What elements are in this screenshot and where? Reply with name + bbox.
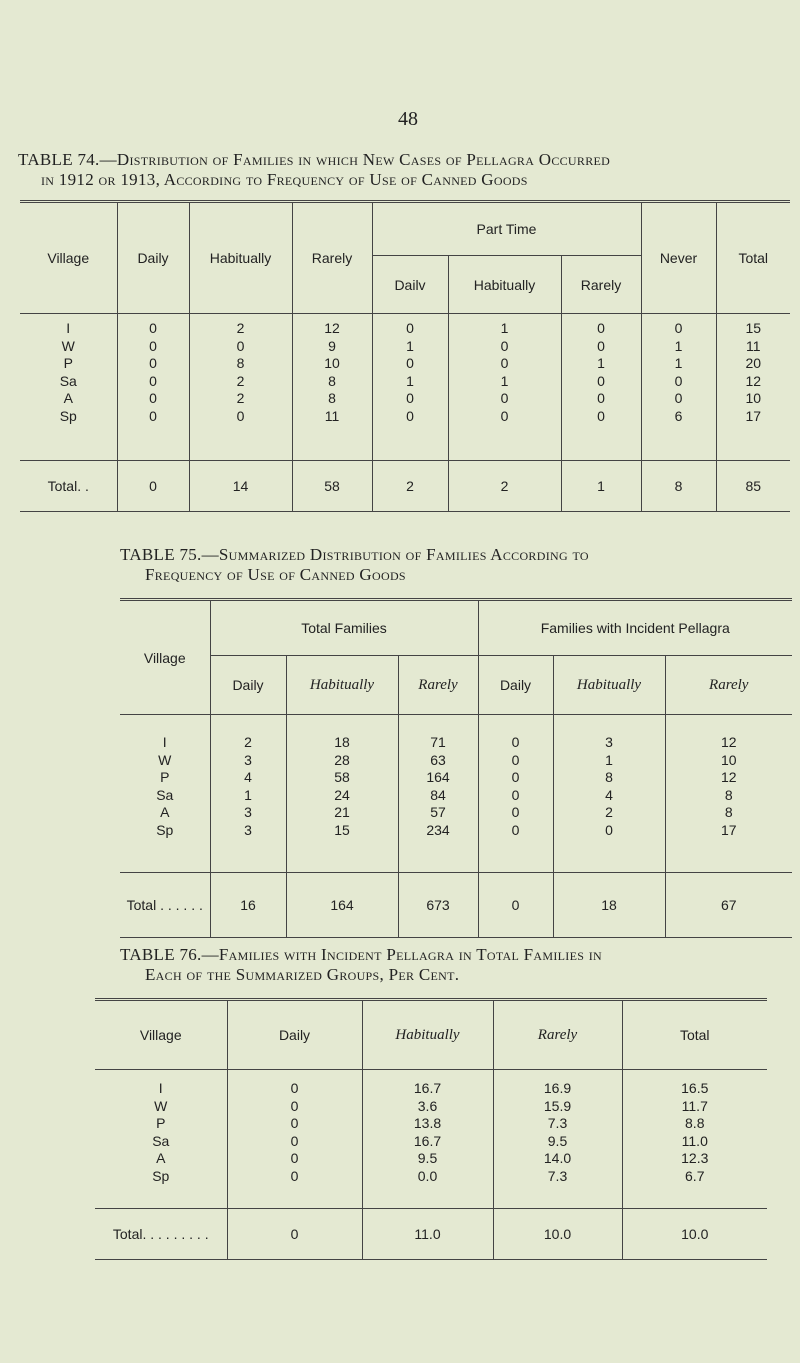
table-cell: 0 [674, 390, 683, 406]
column-cell [372, 314, 448, 461]
table-cell: 0 [149, 337, 157, 354]
village-label: W [154, 1097, 168, 1114]
table-cell: 3.6 [417, 1097, 438, 1114]
column-cell [716, 314, 790, 461]
table-cell: 6.7 [685, 1167, 705, 1184]
table-cell: 0 [511, 734, 520, 750]
table-cell: 1 [674, 337, 683, 354]
table-cell: 0 [511, 769, 520, 785]
village-label: I [66, 320, 71, 336]
table-cell: 12 [720, 734, 737, 750]
table-cell: 10 [745, 390, 762, 406]
column-cell [189, 314, 292, 461]
table-75-title-line1: —Summarized Distribution of Families According to [201, 545, 589, 564]
table-cell: 0 [597, 337, 605, 354]
table-74-title [18, 150, 798, 190]
village-label: P [63, 355, 73, 371]
total-cell: 2 [372, 461, 448, 512]
village-label: I [162, 734, 167, 750]
village-label: P [160, 769, 170, 785]
table-cell: 8 [328, 390, 336, 406]
total-label: Total. . . . . . . . . [95, 1209, 227, 1260]
table-75 [120, 598, 792, 938]
table-cell: 10 [720, 751, 737, 768]
table-cell: 0 [290, 1097, 299, 1114]
table-cell: 0 [236, 407, 245, 424]
village-column [95, 1070, 227, 1209]
table-76 [95, 998, 767, 1260]
header-part-time: Part Time [372, 202, 641, 256]
total-cell: 0 [117, 461, 189, 512]
header-habitually: Habitually [362, 1000, 493, 1070]
column-cell [292, 314, 372, 461]
table-cell: 57 [430, 804, 446, 820]
table-cell: 84 [430, 786, 446, 803]
total-cell: 8 [641, 461, 716, 512]
table-cell: 0 [500, 407, 509, 424]
table-cell: 0 [149, 320, 157, 336]
table-74 [20, 200, 790, 512]
column-cell [117, 314, 189, 461]
table-cell: 58 [334, 769, 350, 785]
table-cell: 9.5 [417, 1150, 438, 1166]
header-total: Total [716, 202, 790, 314]
village-label: Sa [156, 786, 174, 803]
table-cell: 2 [244, 734, 252, 750]
table-cell: 8.8 [685, 1115, 705, 1131]
page-number: 48 [398, 108, 418, 130]
table-cell: 14.0 [543, 1150, 572, 1166]
table-cell: 0 [149, 390, 157, 406]
table-cell: 0 [406, 407, 414, 424]
table-cell: 18 [334, 734, 350, 750]
header-habitually: Habitually [553, 656, 665, 715]
header-daily: Daily [117, 202, 189, 314]
table-cell: 1 [406, 337, 414, 354]
total-cell: 2 [448, 461, 561, 512]
column-cell [448, 314, 561, 461]
table-cell: 1 [500, 372, 509, 389]
table-cell: 0 [500, 337, 509, 354]
village-label: Sp [156, 821, 174, 838]
table-cell: 11.0 [681, 1132, 708, 1149]
column-cell [665, 715, 792, 873]
total-cell: 164 [286, 873, 398, 938]
table-cell: 28 [334, 751, 350, 768]
header-habitually: Habitually [189, 202, 292, 314]
table-cell: 11 [324, 407, 340, 424]
village-label: Sp [152, 1167, 170, 1184]
column-cell [362, 1070, 493, 1209]
table-cell: 7.3 [547, 1115, 568, 1131]
table-cell: 1 [244, 786, 252, 803]
table-cell: 71 [430, 734, 446, 750]
village-label: P [156, 1115, 166, 1131]
table-cell: 0 [511, 821, 520, 838]
village-label: Sa [152, 1132, 170, 1149]
column-cell [622, 1070, 767, 1209]
table-cell: 16.9 [543, 1080, 572, 1096]
table-cell: 1 [406, 372, 414, 389]
table-cell: 0 [149, 407, 157, 424]
table-cell: 0 [597, 320, 605, 336]
header-daily: Daily [210, 656, 286, 715]
table-cell: 0.0 [417, 1167, 438, 1184]
header-part-time-habitually: Habitually [448, 256, 561, 314]
table-cell: 1 [597, 355, 605, 371]
table-cell: 6 [674, 407, 683, 424]
header-part-time-daily: Dailv [372, 256, 448, 314]
table-cell: 1 [674, 355, 683, 371]
table-cell: 0 [406, 320, 414, 336]
column-cell [493, 1070, 622, 1209]
table-cell: 9.5 [547, 1132, 568, 1149]
table-cell: 12 [720, 769, 737, 785]
table-76-title-line2: Each of the Summarized Groups, Per Cent. [145, 965, 460, 984]
header-rarely: Rarely [292, 202, 372, 314]
table-76-number: TABLE 76. [120, 945, 202, 964]
table-cell: 3 [244, 804, 252, 820]
table-cell: 0 [674, 372, 683, 389]
column-cell [553, 715, 665, 873]
table-cell: 0 [406, 355, 414, 371]
table-cell: 234 [426, 821, 450, 838]
header-village: Village [120, 600, 210, 715]
table-cell: 8 [724, 804, 733, 820]
village-label: W [61, 337, 75, 354]
total-cell: 85 [716, 461, 790, 512]
village-label: Sp [59, 407, 77, 424]
table-cell: 0 [290, 1080, 299, 1096]
table-cell: 7.3 [547, 1167, 568, 1184]
table-cell: 16.5 [681, 1080, 709, 1096]
table-cell: 0 [674, 320, 683, 336]
table-cell: 10 [324, 355, 340, 371]
total-cell: 1 [561, 461, 641, 512]
table-cell: 0 [290, 1132, 299, 1149]
table-cell: 3 [244, 821, 252, 838]
table-74-title-line2: in 1912 or 1913, According to Frequency of Use of Canned Goods [41, 170, 528, 189]
column-cell [561, 314, 641, 461]
table-cell: 8 [328, 372, 336, 389]
header-total-families: Total Families [210, 600, 478, 656]
table-cell: 0 [500, 390, 509, 406]
total-cell: 16 [210, 873, 286, 938]
header-daily: Daily [227, 1000, 362, 1070]
table-cell: 164 [426, 769, 450, 785]
table-cell: 4 [244, 769, 252, 785]
total-label: Total . . . . . . [120, 873, 210, 938]
table-75-title [120, 545, 800, 585]
table-cell: 0 [597, 372, 605, 389]
header-total: Total [622, 1000, 767, 1070]
table-cell: 0 [149, 355, 157, 371]
header-part-time-rarely: Rarely [561, 256, 641, 314]
table-cell: 1 [605, 751, 613, 768]
table-cell: 63 [430, 751, 446, 768]
table-cell: 0 [149, 372, 157, 389]
village-column [120, 715, 210, 873]
table-cell: 13.8 [413, 1115, 442, 1131]
total-cell: 0 [478, 873, 553, 938]
header-rarely: Rarely [398, 656, 478, 715]
table-cell: 2 [605, 804, 613, 820]
village-label: A [63, 390, 73, 406]
table-cell: 0 [290, 1150, 299, 1166]
table-cell: 12.3 [681, 1150, 709, 1166]
table-cell: 4 [605, 786, 613, 803]
table-cell: 2 [236, 320, 245, 336]
header-habitually: Habitually [286, 656, 398, 715]
table-cell: 15.9 [543, 1097, 572, 1114]
village-label: A [156, 1150, 166, 1166]
table-cell: 8 [724, 786, 733, 803]
total-cell: 10.0 [622, 1209, 767, 1260]
header-families-incident-pellagra: Families with Incident Pellagra [478, 600, 792, 656]
table-cell: 0 [500, 355, 509, 371]
table-cell: 0 [597, 407, 605, 424]
header-daily: Daily [478, 656, 553, 715]
table-74-title-line1: —Distribution of Families in which New Cases of Pellagra Occurred [99, 150, 611, 169]
header-rarely: Rarely [493, 1000, 622, 1070]
table-cell: 11.7 [681, 1097, 708, 1114]
table-74-number: TABLE 74. [18, 150, 100, 169]
column-cell [478, 715, 553, 873]
total-cell: 67 [665, 873, 792, 938]
header-village: Village [20, 202, 117, 314]
total-cell: 14 [189, 461, 292, 512]
table-76-title-line1: —Families with Incident Pellagra in Total Families in [201, 945, 603, 964]
total-cell: 11.0 [362, 1209, 493, 1260]
table-cell: 8 [236, 355, 245, 371]
table-cell: 16.7 [413, 1132, 442, 1149]
table-cell: 0 [605, 821, 613, 838]
total-cell: 673 [398, 873, 478, 938]
village-label: Sa [59, 372, 77, 389]
village-label: A [160, 804, 170, 820]
table-cell: 12 [745, 372, 762, 389]
table-cell: 20 [745, 355, 762, 371]
total-cell: 0 [227, 1209, 362, 1260]
column-cell [398, 715, 478, 873]
column-cell [210, 715, 286, 873]
table-cell: 21 [334, 804, 350, 820]
table-cell: 17 [745, 407, 762, 424]
table-cell: 0 [511, 786, 520, 803]
table-76-title [120, 945, 800, 985]
total-cell: 58 [292, 461, 372, 512]
table-cell: 12 [324, 320, 340, 336]
column-cell [227, 1070, 362, 1209]
table-75-number: TABLE 75. [120, 545, 202, 564]
header-village: Village [95, 1000, 227, 1070]
header-never: Never [641, 202, 716, 314]
table-cell: 1 [500, 320, 509, 336]
table-cell: 0 [597, 390, 605, 406]
village-label: I [158, 1080, 163, 1096]
table-cell: 3 [605, 734, 613, 750]
table-cell: 17 [720, 821, 737, 838]
column-cell [286, 715, 398, 873]
total-cell: 10.0 [493, 1209, 622, 1260]
table-cell: 3 [244, 751, 252, 768]
table-cell: 15 [745, 320, 762, 336]
village-column [20, 314, 117, 461]
table-cell: 0 [511, 804, 520, 820]
village-label: W [158, 751, 172, 768]
table-cell: 0 [406, 390, 414, 406]
table-cell: 16.7 [413, 1080, 442, 1096]
table-cell: 0 [290, 1115, 299, 1131]
table-cell: 0 [511, 751, 520, 768]
total-label: Total. . [20, 461, 117, 512]
table-cell: 0 [290, 1167, 299, 1184]
table-cell: 9 [328, 337, 336, 354]
table-cell: 8 [605, 769, 613, 785]
table-75-title-line2: Frequency of Use of Canned Goods [145, 565, 406, 584]
table-cell: 24 [334, 786, 350, 803]
total-cell: 18 [553, 873, 665, 938]
header-rarely: Rarely [665, 656, 792, 715]
table-cell: 0 [236, 337, 245, 354]
table-cell: 15 [334, 821, 350, 838]
column-cell [641, 314, 716, 461]
table-cell: 2 [236, 372, 245, 389]
table-cell: 2 [236, 390, 245, 406]
table-cell: 11 [745, 337, 761, 354]
